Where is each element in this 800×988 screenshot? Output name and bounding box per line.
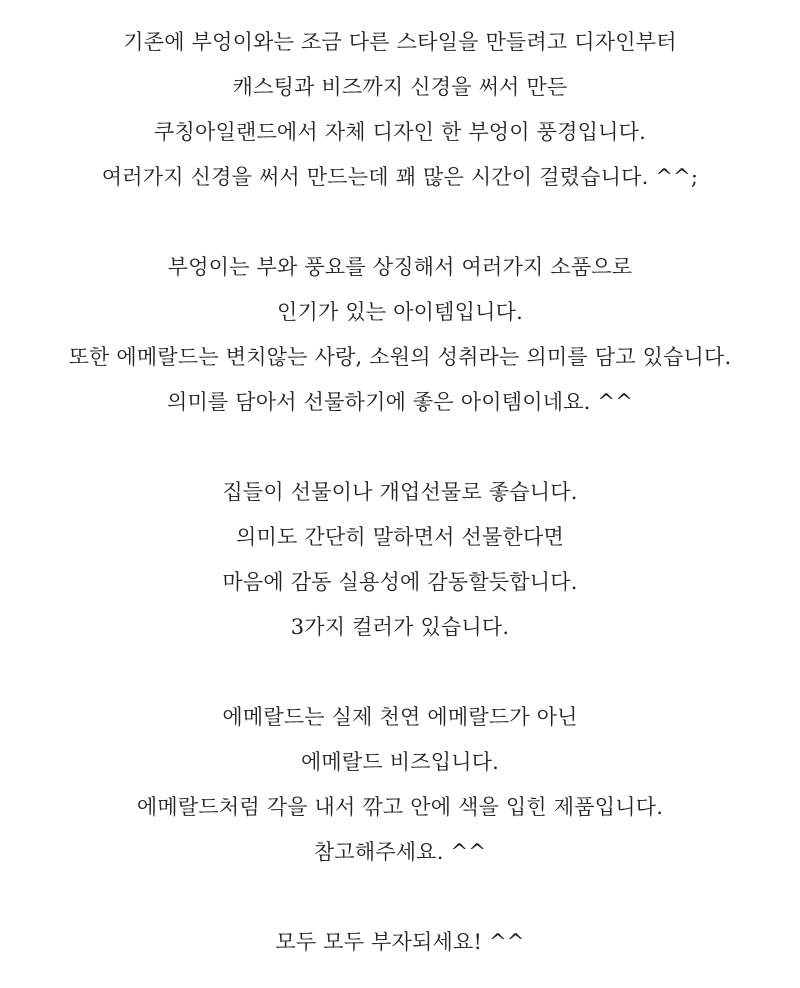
paragraph-spacer bbox=[0, 650, 800, 695]
product-description bbox=[0, 20, 800, 965]
paragraph-spacer bbox=[0, 425, 800, 470]
text-line: 여러가지 신경을 써서 만드는데 꽤 많은 시간이 걸렸습니다. ^^; bbox=[101, 165, 699, 189]
paragraph-spacer bbox=[0, 875, 800, 920]
text-line: 기존에 부엉이와는 조금 다른 스타일을 만들려고 디자인부터 bbox=[123, 30, 677, 54]
paragraph-meaning bbox=[0, 245, 800, 425]
paragraph-emerald bbox=[0, 695, 800, 875]
text-line: 캐스팅과 비즈까지 신경을 써서 만든 bbox=[232, 75, 568, 99]
text-line: 에메랄드처럼 각을 내서 깎고 안에 색을 입힌 제품입니다. bbox=[136, 795, 664, 819]
paragraph-closing bbox=[0, 920, 800, 965]
text-line: 참고해주세요. ^^ bbox=[313, 840, 487, 864]
text-line: 의미를 담아서 선물하기에 좋은 아이템이네요. ^^ bbox=[166, 390, 634, 414]
text-line: 에메랄드는 실제 천연 에메랄드가 아닌 bbox=[222, 705, 578, 729]
text-line: 부엉이는 부와 풍요를 상징해서 여러가지 소품으로 bbox=[167, 255, 633, 279]
text-line: 또한 에메랄드는 변치않는 사랑, 소원의 성취라는 의미를 담고 있습니다. bbox=[68, 345, 732, 369]
text-line: 3가지 컬러가 있습니다. bbox=[290, 615, 510, 639]
text-line: 마음에 감동 실용성에 감동할듯합니다. bbox=[222, 570, 578, 594]
text-line: 에메랄드 비즈입니다. bbox=[300, 750, 500, 774]
text-line: 모두 모두 부자되세요! ^^ bbox=[275, 930, 525, 954]
text-line: 쿠칭아일랜드에서 자체 디자인 한 부엉이 풍경입니다. bbox=[154, 120, 646, 144]
text-line: 의미도 간단히 말하면서 선물한다면 bbox=[236, 525, 564, 549]
text-line: 집들이 선물이나 개업선물로 좋습니다. bbox=[222, 480, 578, 504]
text-line: 인기가 있는 아이템입니다. bbox=[277, 300, 523, 324]
paragraph-spacer bbox=[0, 200, 800, 245]
paragraph-gift bbox=[0, 470, 800, 650]
paragraph-intro bbox=[0, 20, 800, 200]
